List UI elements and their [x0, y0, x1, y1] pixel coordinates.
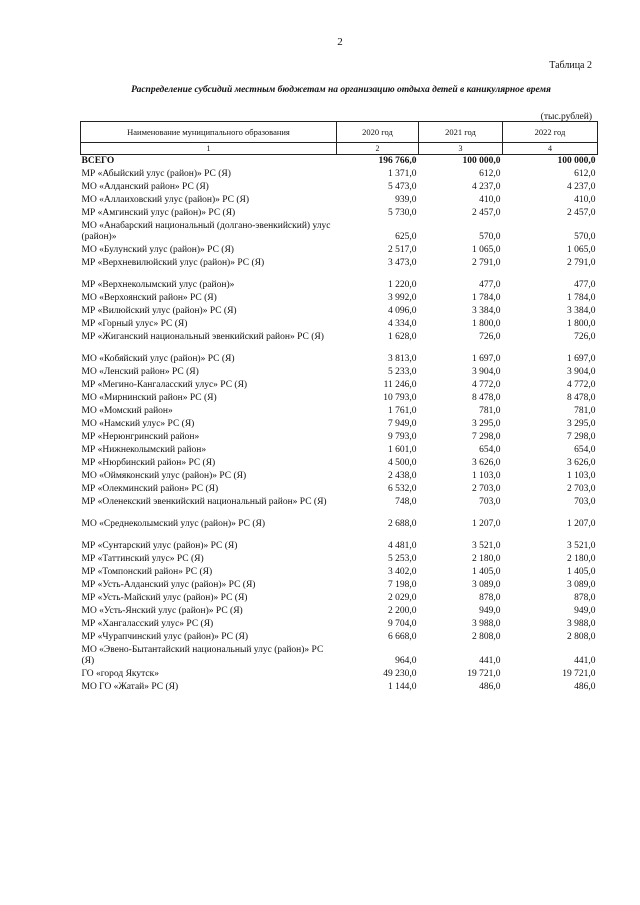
municipality-name: МО «Момский район» [81, 406, 173, 416]
value-2022: 1 103,0 [567, 471, 596, 481]
value-2022: 3 384,0 [567, 306, 596, 316]
value-2021: 441,0 [479, 656, 501, 666]
value-2022: 441,0 [574, 656, 596, 666]
value-2020: 5 730,0 [388, 208, 417, 218]
value-2022: 781,0 [574, 406, 596, 416]
value-2020: 5 233,0 [388, 367, 417, 377]
value-2021: 3 384,0 [472, 306, 501, 316]
table-row [81, 279, 598, 292]
value-2021: 4 237,0 [472, 182, 501, 192]
table-row [81, 181, 598, 194]
value-2021: 3 904,0 [472, 367, 501, 377]
value-2022: 726,0 [574, 332, 596, 342]
value-2020: 2 029,0 [388, 593, 417, 603]
column-number-2: 2 [337, 143, 419, 155]
municipality-name: МР «Усть-Майский улус (район)» РС (Я) [81, 593, 248, 603]
value-2020: 3 402,0 [388, 567, 417, 577]
value-2020: 4 334,0 [388, 319, 417, 329]
municipality-name: МР «Нижнеколымский район» [81, 445, 207, 455]
value-2022: 2 180,0 [567, 554, 596, 564]
value-2021: 1 697,0 [472, 354, 501, 364]
value-2022: 4 237,0 [567, 182, 596, 192]
municipality-name: МР «Горный улус» РС (Я) [81, 319, 188, 329]
municipality-name: МР «Сунтарский улус (район)» РС (Я) [81, 541, 238, 551]
municipality-name: МО «Анабарский национальный (долгано-эвенкийский) улус (район)» [81, 221, 331, 242]
table-row [81, 605, 598, 618]
column-number-4: 4 [503, 143, 598, 155]
value-2021: 2 808,0 [472, 632, 501, 642]
value-2021: 2 791,0 [472, 258, 501, 268]
value-2020: 1 601,0 [388, 445, 417, 455]
table-row [81, 579, 598, 592]
municipality-name: МР «Верхневилюйский улус (район)» РС (Я) [81, 258, 265, 268]
value-2021: 1 065,0 [472, 245, 501, 255]
value-2021: 477,0 [479, 280, 501, 290]
municipality-name: МР «Оленекский эвенкийский национальный район» РС (Я) [81, 497, 327, 507]
value-2021: 3 295,0 [472, 419, 501, 429]
table-row [81, 168, 598, 181]
value-2020: 2 688,0 [388, 519, 417, 529]
header-2020: 2020 год [337, 122, 419, 143]
municipality-name: МР «Нюрбинский район» РС (Я) [81, 458, 216, 468]
municipality-name: МО «Эвено-Бытантайский национальный улус (район)» РС (Я) [81, 645, 324, 666]
value-2022: 949,0 [574, 606, 596, 616]
value-2021: 8 478,0 [472, 393, 501, 403]
municipality-name: МР «Томпонский район» РС (Я) [81, 567, 213, 577]
municipality-name: МР «Абыйский улус (район)» РС (Я) [81, 169, 231, 179]
header-municipality: Наименование муниципального образования [81, 122, 337, 143]
value-2020: 2 517,0 [388, 245, 417, 255]
value-2021: 1 784,0 [472, 293, 501, 303]
municipality-name: МО «Аллаиховский улус (район)» РС (Я) [81, 195, 250, 205]
column-number-1: 1 [81, 143, 337, 155]
table-row [81, 631, 598, 644]
value-2022: 3 295,0 [567, 419, 596, 429]
table-row [81, 392, 598, 405]
value-2022: 3 904,0 [567, 367, 596, 377]
value-2021: 7 298,0 [472, 432, 501, 442]
value-2022: 7 298,0 [567, 432, 596, 442]
value-2022: 1 207,0 [567, 519, 596, 529]
total-2022: 100 000,0 [557, 156, 596, 166]
value-2021: 3 988,0 [472, 619, 501, 629]
municipality-name: МР «Таттинский улус» РС (Я) [81, 554, 204, 564]
group-spacer [81, 344, 598, 353]
table-row [81, 483, 598, 496]
value-2021: 1 405,0 [472, 567, 501, 577]
value-2021: 1 800,0 [472, 319, 501, 329]
value-2021: 781,0 [479, 406, 501, 416]
value-2020: 11 246,0 [383, 380, 417, 390]
value-2022: 8 478,0 [567, 393, 596, 403]
value-2020: 3 813,0 [388, 354, 417, 364]
municipality-name: МР «Жиганский национальный эвенкийский район» РС (Я) [81, 332, 324, 342]
value-2022: 654,0 [574, 445, 596, 455]
value-2021: 654,0 [479, 445, 501, 455]
table-row [81, 668, 598, 681]
municipality-name: МР «Чурапчинский улус (район)» РС (Я) [81, 632, 249, 642]
table-row [81, 470, 598, 483]
value-2022: 410,0 [574, 195, 596, 205]
value-2021: 703,0 [479, 497, 501, 507]
table-row [81, 207, 598, 220]
municipality-name: МО «Оймяконский улус (район)» РС (Я) [81, 471, 247, 481]
value-2020: 748,0 [395, 497, 417, 507]
value-2020: 939,0 [395, 195, 417, 205]
table-row [81, 444, 598, 457]
table-row [81, 418, 598, 431]
value-2021: 878,0 [479, 593, 501, 603]
header-2021: 2021 год [419, 122, 503, 143]
municipality-name: МР «Верхнеколымский улус (район)» [81, 280, 235, 290]
value-2020: 964,0 [395, 656, 417, 666]
column-number-3: 3 [419, 143, 503, 155]
municipality-name: МР «Мегино-Кангаласский улус» РС (Я) [81, 380, 248, 390]
value-2020: 2 200,0 [388, 606, 417, 616]
value-2020: 1 220,0 [388, 280, 417, 290]
table-label: Таблица 2 [549, 60, 592, 71]
value-2020: 625,0 [395, 232, 417, 242]
value-2022: 3 626,0 [567, 458, 596, 468]
value-2022: 3 988,0 [567, 619, 596, 629]
value-2021: 410,0 [479, 195, 501, 205]
value-2020: 6 668,0 [388, 632, 417, 642]
value-2020: 2 438,0 [388, 471, 417, 481]
municipality-name: МР «Амгинский улус (район)» РС (Я) [81, 208, 236, 218]
value-2020: 3 473,0 [388, 258, 417, 268]
value-2021: 4 772,0 [472, 380, 501, 390]
table-row [81, 194, 598, 207]
table-row [81, 518, 598, 531]
value-2020: 9 793,0 [388, 432, 417, 442]
table-row [81, 457, 598, 470]
table-row [81, 379, 598, 392]
value-2022: 2 791,0 [567, 258, 596, 268]
table-row [81, 592, 598, 605]
municipality-name: МР «Вилюйский улус (район)» РС (Я) [81, 306, 237, 316]
value-2021: 570,0 [479, 232, 501, 242]
table-row [81, 292, 598, 305]
value-2020: 5 253,0 [388, 554, 417, 564]
table-row [81, 220, 598, 244]
value-2021: 2 180,0 [472, 554, 501, 564]
value-2021: 1 207,0 [472, 519, 501, 529]
value-2021: 3 089,0 [472, 580, 501, 590]
value-2020: 1 144,0 [388, 682, 417, 692]
table-row [81, 244, 598, 257]
value-2020: 3 992,0 [388, 293, 417, 303]
value-2022: 612,0 [574, 169, 596, 179]
table-row [81, 496, 598, 509]
table-row [81, 405, 598, 418]
value-2021: 2 457,0 [472, 208, 501, 218]
document-title: Распределение субсидий местным бюджетам на организацию отдыха детей в каникулярное время [131, 85, 551, 95]
table-row [81, 257, 598, 270]
table-row [81, 318, 598, 331]
value-2022: 3 089,0 [567, 580, 596, 590]
value-2020: 1 628,0 [388, 332, 417, 342]
total-2020: 196 766,0 [378, 156, 417, 166]
value-2021: 486,0 [479, 682, 501, 692]
municipality-name: МР «Усть-Алданский улус (район)» РС (Я) [81, 580, 256, 590]
value-2020: 7 198,0 [388, 580, 417, 590]
value-2020: 10 793,0 [383, 393, 417, 403]
value-2022: 878,0 [574, 593, 596, 603]
table-row [81, 305, 598, 318]
value-2022: 486,0 [574, 682, 596, 692]
value-2022: 1 065,0 [567, 245, 596, 255]
value-2021: 612,0 [479, 169, 501, 179]
value-2020: 1 371,0 [388, 169, 417, 179]
municipality-name: МО «Мирнинский район» РС (Я) [81, 393, 217, 403]
municipality-name: МР «Хангаласский улус» РС (Я) [81, 619, 214, 629]
table-row [81, 431, 598, 444]
table-row [81, 553, 598, 566]
municipality-name: МО «Кобяйский улус (район)» РС (Я) [81, 354, 235, 364]
header-2022: 2022 год [503, 122, 598, 143]
group-spacer [81, 509, 598, 518]
subsidy-table [80, 121, 598, 694]
total-2021: 100 000,0 [462, 156, 501, 166]
value-2022: 570,0 [574, 232, 596, 242]
value-2021: 19 721,0 [467, 669, 501, 679]
value-2022: 477,0 [574, 280, 596, 290]
municipality-name: МО «Булунский улус (район)» РС (Я) [81, 245, 234, 255]
group-spacer [81, 531, 598, 540]
value-2022: 2 703,0 [567, 484, 596, 494]
value-2020: 4 096,0 [388, 306, 417, 316]
value-2021: 3 521,0 [472, 541, 501, 551]
municipality-name: МО «Алданский район» РС (Я) [81, 182, 209, 192]
municipality-name: МР «Нерюнгринский район» [81, 432, 200, 442]
table-row [81, 353, 598, 366]
municipality-name: МО «Верхоянский район» РС (Я) [81, 293, 217, 303]
value-2022: 4 772,0 [567, 380, 596, 390]
table-row [81, 331, 598, 344]
value-2022: 1 784,0 [567, 293, 596, 303]
municipality-name: МР «Олекминский район» РС (Я) [81, 484, 219, 494]
value-2022: 3 521,0 [567, 541, 596, 551]
value-2020: 49 230,0 [383, 669, 417, 679]
value-2022: 1 405,0 [567, 567, 596, 577]
value-2022: 1 800,0 [567, 319, 596, 329]
value-2020: 4 481,0 [388, 541, 417, 551]
value-2020: 4 500,0 [388, 458, 417, 468]
municipality-name: МО «Ленский район» РС (Я) [81, 367, 199, 377]
unit-label: (тыс.рублей) [540, 112, 592, 122]
municipality-name: МО «Намский улус» РС (Я) [81, 419, 195, 429]
municipality-name: МО «Усть-Янский улус (район)» РС (Я) [81, 606, 243, 616]
value-2022: 2 457,0 [567, 208, 596, 218]
table-row [81, 566, 598, 579]
value-2022: 19 721,0 [562, 669, 596, 679]
table-row [81, 540, 598, 553]
value-2020: 6 532,0 [388, 484, 417, 494]
value-2021: 1 103,0 [472, 471, 501, 481]
value-2021: 949,0 [479, 606, 501, 616]
value-2021: 726,0 [479, 332, 501, 342]
value-2022: 2 808,0 [567, 632, 596, 642]
total-label: ВСЕГО [81, 156, 115, 166]
table-body [81, 155, 598, 695]
table-row [81, 618, 598, 631]
value-2020: 9 704,0 [388, 619, 417, 629]
municipality-name: МО ГО «Жатай» РС (Я) [81, 682, 179, 692]
table-row [81, 681, 598, 694]
value-2021: 3 626,0 [472, 458, 501, 468]
value-2020: 7 949,0 [388, 419, 417, 429]
table-row [81, 366, 598, 379]
total-row [81, 155, 598, 169]
group-spacer [81, 270, 598, 279]
value-2020: 5 473,0 [388, 182, 417, 192]
page-number: 2 [337, 36, 343, 48]
municipality-name: МО «Среднеколымский улус (район)» РС (Я) [81, 519, 266, 529]
value-2021: 2 703,0 [472, 484, 501, 494]
table-row [81, 644, 598, 668]
value-2022: 703,0 [574, 497, 596, 507]
municipality-name: ГО «город Якутск» [81, 669, 160, 679]
value-2020: 1 761,0 [388, 406, 417, 416]
value-2022: 1 697,0 [567, 354, 596, 364]
